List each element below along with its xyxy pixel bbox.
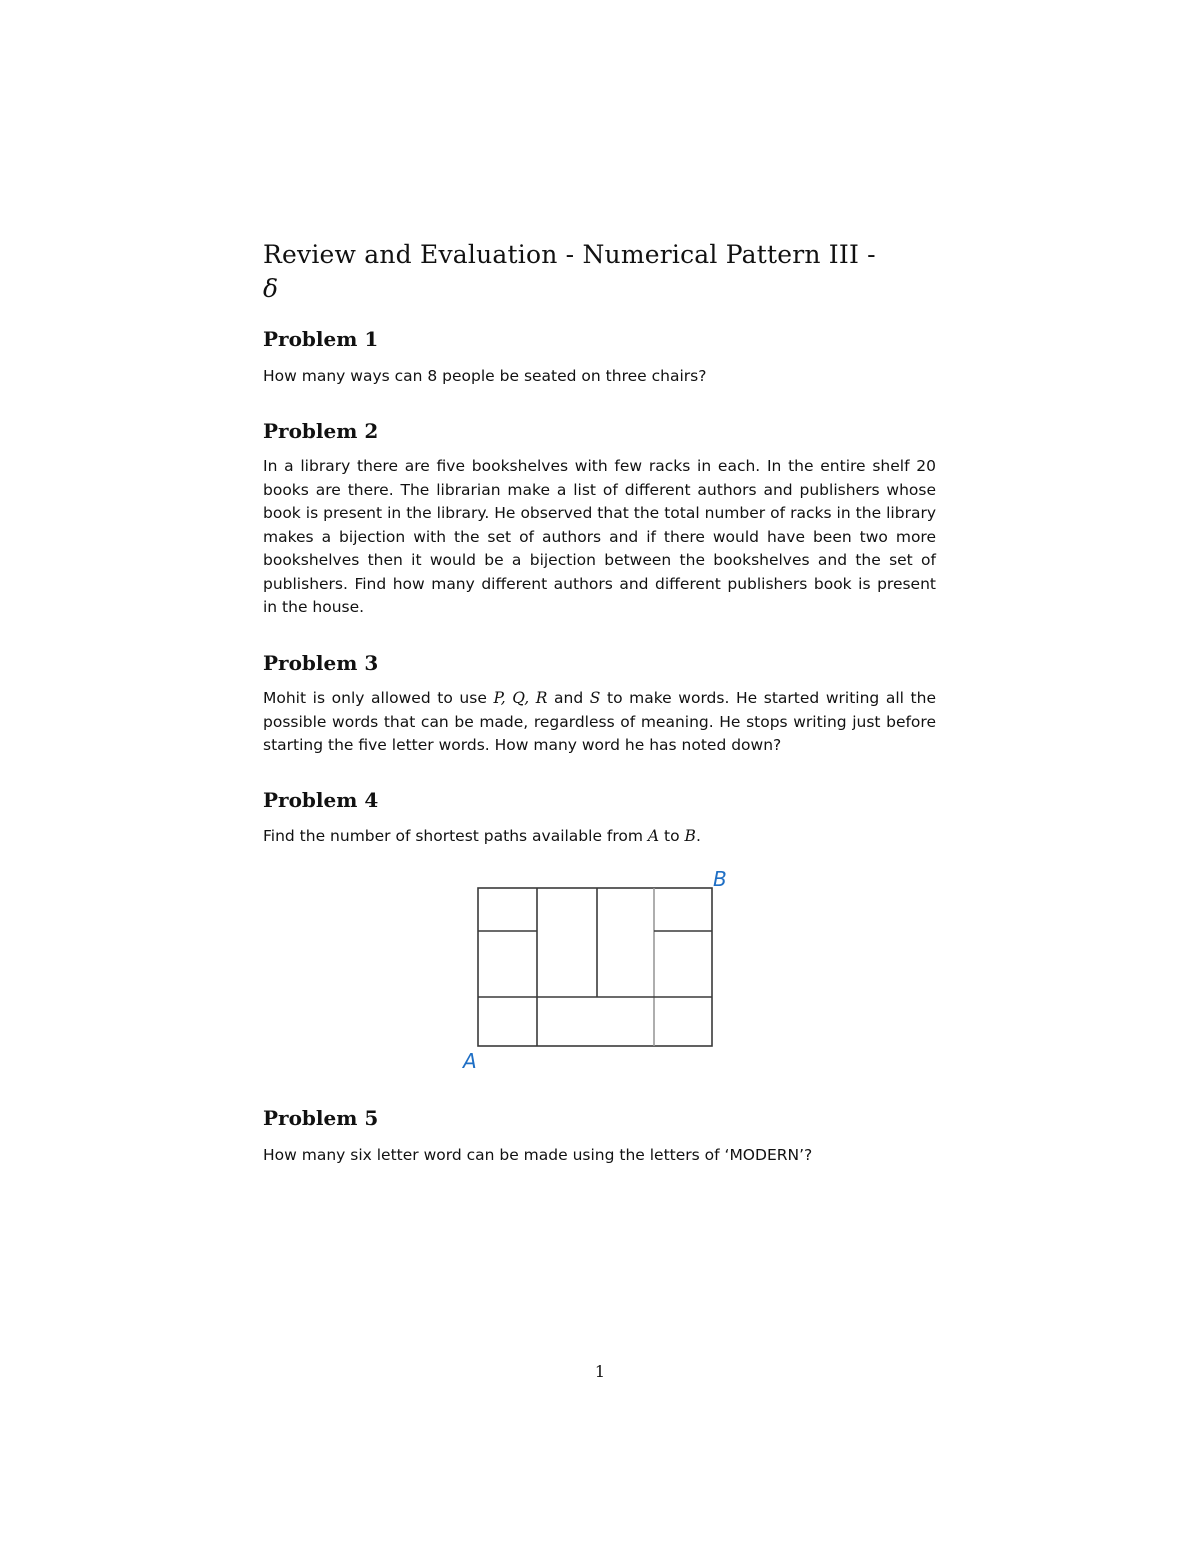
problem-1-text: How many ways can 8 people be seated on three chairs? xyxy=(263,367,707,385)
problem-3-text-before: Mohit is only allowed to use xyxy=(263,689,494,707)
problem-4-text-before: Find the number of shortest paths available from xyxy=(263,827,648,845)
page-title xyxy=(263,238,936,306)
problem-4-point-a: A xyxy=(647,827,660,845)
problem-5-heading: Problem 5 xyxy=(263,1106,379,1130)
problem-3-letter-last: S xyxy=(589,689,601,707)
problem-4-text-to: to xyxy=(659,827,685,845)
problem-3-letters: P, Q, R xyxy=(493,689,548,707)
problem-2-heading: Problem 2 xyxy=(263,419,379,443)
document-page xyxy=(263,238,936,306)
problem-1-heading: Problem 1 xyxy=(263,327,379,351)
title-line-1: Review and Evaluation - Numerical Pattern III - xyxy=(263,240,876,269)
title-line-2: δ xyxy=(263,274,279,303)
problem-3-heading: Problem 3 xyxy=(263,651,379,675)
problem-3-text-after: to make words. He started writing all the possible words that can be made, regardless of meaning. He stops writing just before starting the five letter words. How many word he has noted down? xyxy=(263,689,936,754)
problem-4-point-b: B xyxy=(684,827,696,845)
problem-3-text xyxy=(263,687,936,758)
problem-4-heading: Problem 4 xyxy=(263,788,379,812)
problem-3-text-and: and xyxy=(547,689,590,707)
problem-4-text-after: . xyxy=(695,827,701,845)
page-number: 1 xyxy=(594,1362,606,1381)
label-a: A xyxy=(463,1049,477,1073)
problem-4-text xyxy=(263,825,936,849)
problem-5-text: How many six letter word can be made using the letters of ‘MODERN’? xyxy=(263,1146,813,1164)
grid-outer-border xyxy=(478,888,712,1046)
label-b: B xyxy=(713,867,727,891)
problem-2-text: In a library there are five bookshelves with few racks in each. In the entire shelf 20 books are there. The librarian make a list of different authors and publishers whose book is present in the library. He observed that the total number of racks in the library makes a bijection with the set of authors and if there would have been two more bookshelves then it would be a bijection between the bookshelves and the set of publishers. Find how many different authors and different publishers book is present in the house. xyxy=(263,457,936,616)
grid-diagram xyxy=(455,862,745,1077)
grid-lines xyxy=(478,888,712,1046)
